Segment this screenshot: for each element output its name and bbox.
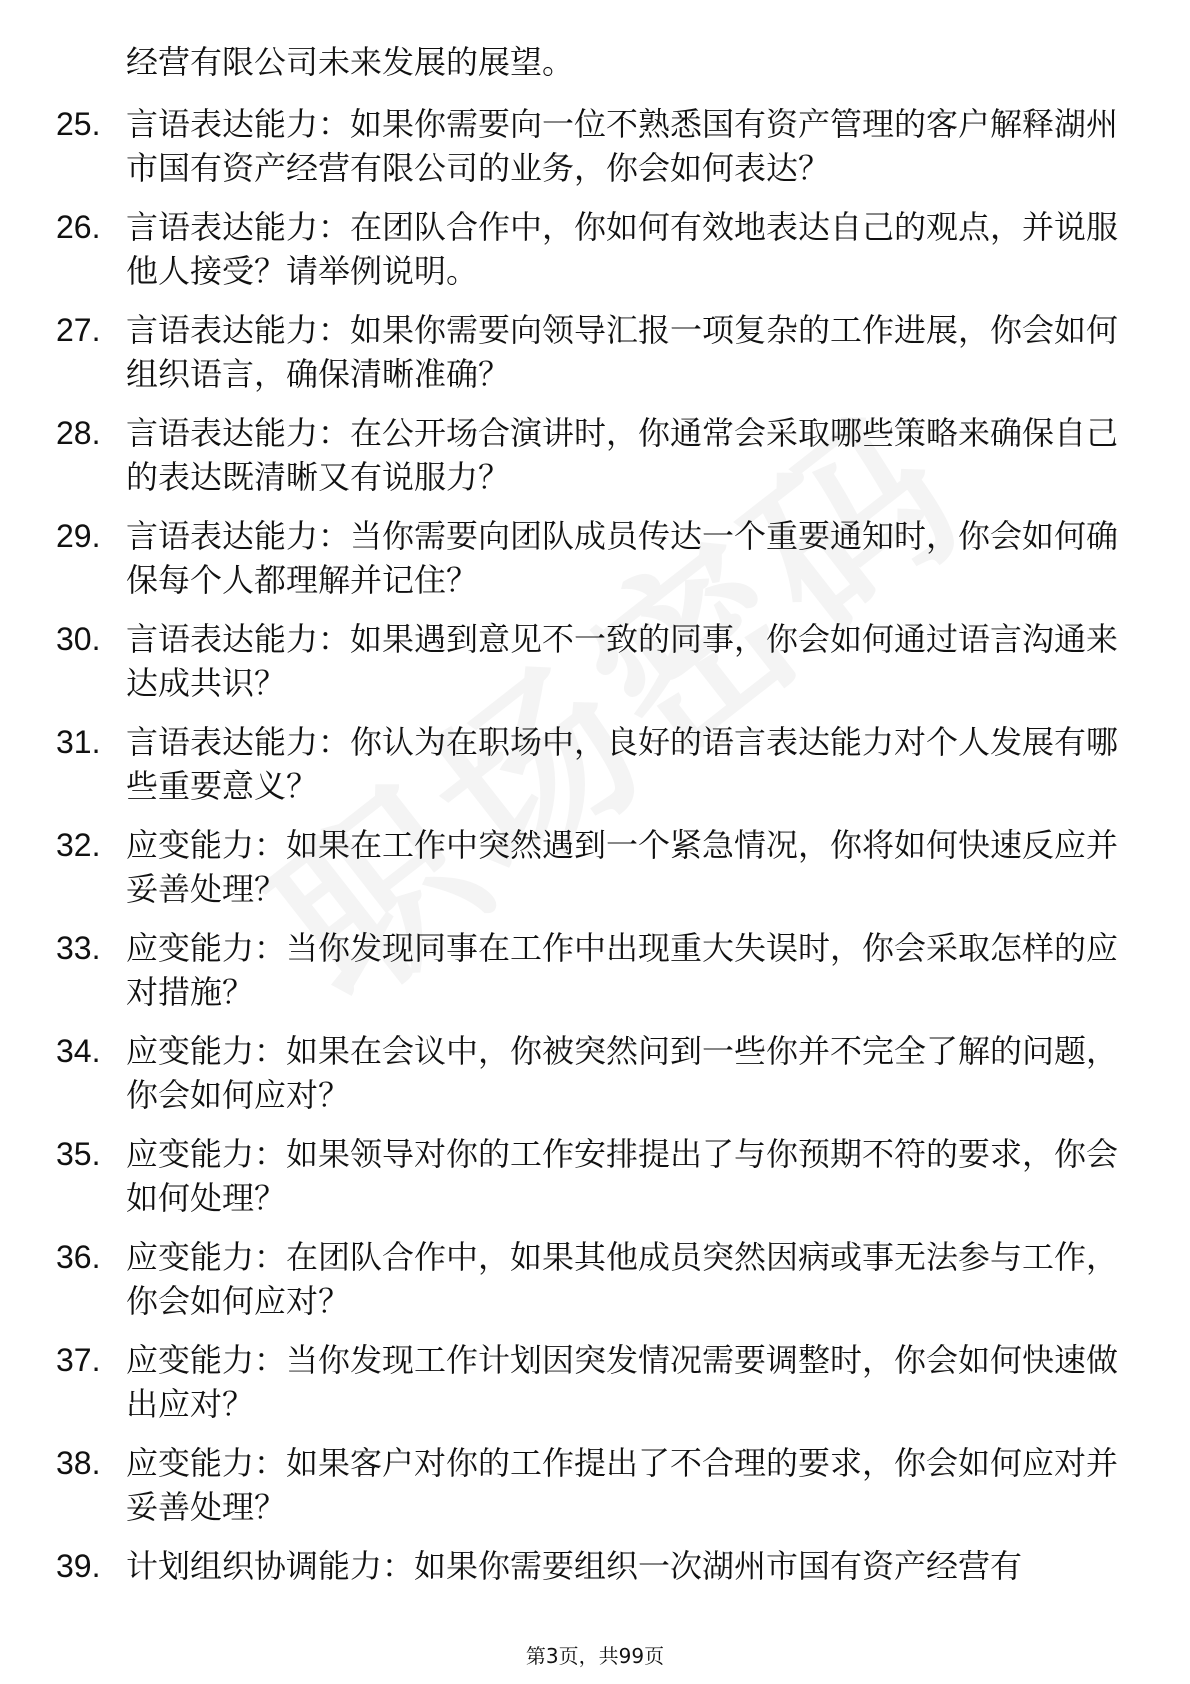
item-text: 应变能力：如果在工作中突然遇到一个紧急情况，你将如何快速反应并妥善处理？ [126, 826, 1119, 908]
list-item [56, 823, 1126, 911]
item-number: 38. [56, 1445, 101, 1481]
item-number: 37. [56, 1342, 101, 1378]
item-number: 33. [56, 930, 101, 966]
list-item [56, 617, 1126, 705]
item-text: 应变能力：当你发现同事在工作中出现重大失误时，你会采取怎样的应对措施？ [126, 929, 1119, 1011]
list-item [56, 1132, 1126, 1220]
item-text: 应变能力：在团队合作中，如果其他成员突然因病或事无法参与工作，你会如何应对？ [126, 1238, 1119, 1320]
item-number: 28. [56, 415, 101, 451]
continuation-text: 经营有限公司未来发展的展望。 [126, 43, 575, 81]
list-item [56, 1544, 1126, 1588]
item-text: 言语表达能力：你认为在职场中，良好的语言表达能力对个人发展有哪些重要意义？ [126, 723, 1119, 805]
list-item [56, 205, 1126, 293]
item-number: 34. [56, 1033, 101, 1069]
item-number: 31. [56, 724, 101, 760]
item-text: 应变能力：如果在会议中，你被突然问到一些你并不完全了解的问题，你会如何应对？ [126, 1032, 1119, 1114]
item-text: 言语表达能力：在团队合作中，你如何有效地表达自己的观点，并说服他人接受？请举例说明。 [126, 208, 1119, 290]
list-item [56, 514, 1126, 602]
item-text: 计划组织协调能力：如果你需要组织一次湖州市国有资产经营有 [126, 1547, 1023, 1585]
item-number: 29. [56, 518, 101, 554]
item-number: 35. [56, 1136, 101, 1172]
item-text: 言语表达能力：如果遇到意见不一致的同事，你会如何通过语言沟通来达成共识？ [126, 620, 1119, 702]
item-text: 应变能力：如果领导对你的工作安排提出了与你预期不符的要求，你会如何处理？ [126, 1135, 1119, 1217]
item-number: 26. [56, 209, 101, 245]
item-text: 言语表达能力：如果你需要向领导汇报一项复杂的工作进展，你会如何组织语言，确保清晰准确？ [126, 311, 1119, 393]
list-item [56, 308, 1126, 396]
question-list [56, 40, 1126, 1603]
list-item [56, 411, 1126, 499]
item-text: 言语表达能力：如果你需要向一位不熟悉国有资产管理的客户解释湖州市国有资产经营有限公司的业务，你会如何表达？ [126, 105, 1119, 187]
list-item [56, 1235, 1126, 1323]
item-number: 36. [56, 1239, 101, 1275]
list-item [56, 1441, 1126, 1529]
item-number: 39. [56, 1548, 101, 1584]
item-text: 应变能力：当你发现工作计划因突发情况需要调整时，你会如何快速做出应对？ [126, 1341, 1119, 1423]
item-text: 言语表达能力：当你需要向团队成员传达一个重要通知时，你会如何确保每个人都理解并记住？ [126, 517, 1119, 599]
item-number: 27. [56, 312, 101, 348]
list-item [56, 1029, 1126, 1117]
item-text: 应变能力：如果客户对你的工作提出了不合理的要求，你会如何应对并妥善处理？ [126, 1444, 1119, 1526]
item-number: 32. [56, 827, 101, 863]
list-item [56, 102, 1126, 190]
item-number: 25. [56, 106, 101, 142]
list-item [56, 926, 1126, 1014]
list-item [56, 720, 1126, 808]
item-number: 30. [56, 621, 101, 657]
list-item [56, 1338, 1126, 1426]
item-text: 言语表达能力：在公开场合演讲时，你通常会采取哪些策略来确保自己的表达既清晰又有说服力？ [126, 414, 1119, 496]
page-footer: 第3页，共99页 [525, 1644, 665, 1668]
